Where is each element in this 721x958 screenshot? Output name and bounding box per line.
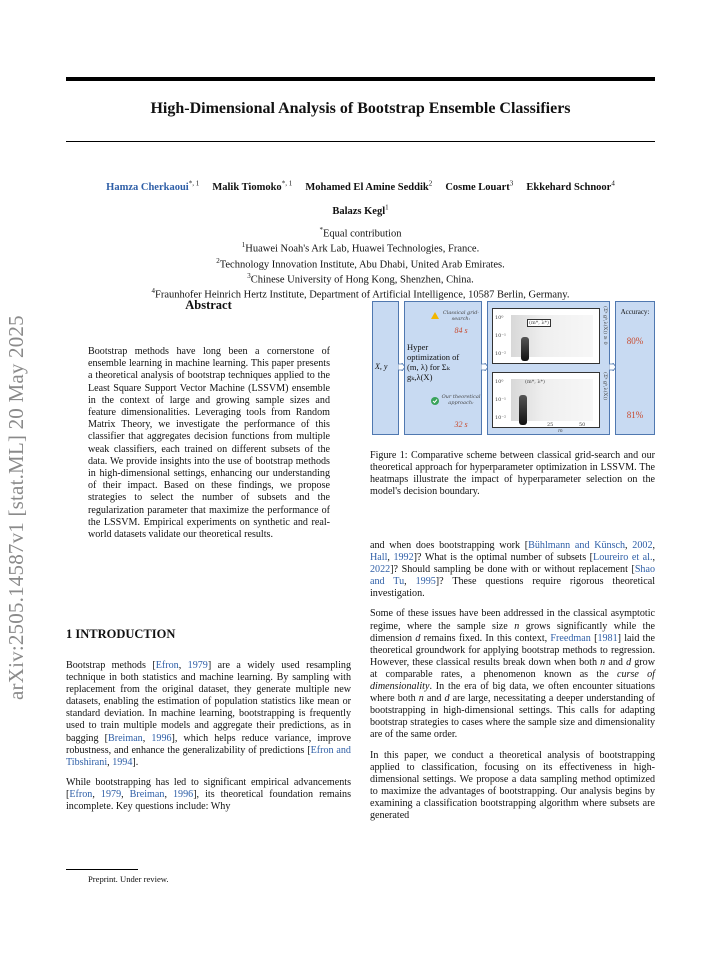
- text-run: Some of these issues have been addressed in the classical asymptotic regime, where the sample size: [370, 608, 655, 632]
- paragraph: [370, 540, 655, 600]
- text-run: ]? These questions require rigorous theoretical investigation.: [370, 576, 656, 600]
- citation-link[interactable]: 2002: [632, 540, 653, 551]
- emphasis: n: [418, 693, 424, 705]
- citation-link[interactable]: Loureiro et al.: [593, 552, 653, 564]
- text-run: and when does bootstrapping work [: [370, 540, 529, 551]
- side-label-top: (Σᵏ gᵏ,λ(X)) ≥ 0: [602, 306, 608, 345]
- y-tick: 10⁰: [495, 379, 504, 385]
- text-run: ,: [652, 552, 656, 564]
- text-run: . In the era of big data, we often encounter situations where both: [370, 681, 655, 705]
- author: Malik Tiomoko$^{*, 1}$: [212, 179, 293, 193]
- citation-link[interactable]: Breiman: [107, 732, 143, 744]
- heatmap-classical: [492, 308, 600, 364]
- text-run: ,: [164, 788, 173, 800]
- input-box: [372, 301, 399, 435]
- text-run: ,: [107, 756, 113, 768]
- abstract-body: Bootstrap methods have long been a cornerstone of ensemble learning in machine learning. This paper presents a theoretical analysis of bootstrap techniques applied to the Least Square Support Vector Machine (LSSVM) ensemble in the context of large and growing sample sizes and feature dimensionalities. Leveraging tools from Random Matrix Theory, we investigate the performance of this classifier that aggregates decision functions from multiple weak classifiers, each trained on different subsets of the data. We provide insights into the use of bootstrap methods in high-dimensional settings, enhancing our understanding of their impact. Based on these findings, we propose strategies to select the number of subsets and the regularization parameter that maximize the performance of the LSSVM. Empirical experiments on synthetic and real-world datasets validate our theoretical results.: [88, 346, 330, 541]
- paragraph: [66, 660, 351, 769]
- emphasis: d: [415, 632, 421, 644]
- emphasis: d: [626, 656, 632, 668]
- citation-link[interactable]: 1996: [151, 732, 172, 744]
- text-run: ]? Should sampling be done with or without replacement [: [390, 564, 635, 576]
- abstract-heading: Abstract: [185, 298, 232, 312]
- y-tick: 10⁻¹: [495, 333, 507, 339]
- citation-link[interactable]: Freedman: [550, 632, 591, 644]
- citation-link[interactable]: 1981: [597, 632, 618, 644]
- citation-link[interactable]: Bühlmann and Künsch: [528, 540, 626, 551]
- author: Cosme Louart$^3$: [445, 179, 514, 193]
- x-axis-label: m: [558, 428, 563, 434]
- author: Hamza Cherkaoui$^{*, 1}$: [106, 179, 200, 193]
- affiliation-line: $^4$Fraunhofer Heinrich Hertz Institute, Department of Artificial Intelligence, 10587 Berlin, Germany.: [151, 287, 570, 301]
- author: Ekkehard Schnoor$^4$: [526, 179, 615, 193]
- accuracy-title: Accuracy:: [620, 308, 650, 316]
- x-tick: 50: [579, 422, 586, 428]
- affiliation-line: $^3$Chinese University of Hong Kong, Shenzhen, China.: [247, 271, 474, 286]
- accuracy-classical: 80%: [626, 336, 644, 346]
- citation-link[interactable]: Efron and Tibshirani: [66, 744, 351, 768]
- footnote-rule: [66, 869, 138, 870]
- affiliation-line: $^2$Technology Innovation Institute, Abu Dhabi, United Arab Emirates.: [216, 256, 505, 271]
- citation-link[interactable]: 1979: [100, 788, 122, 800]
- check-icon: [431, 397, 439, 405]
- text-run: ], which helps reduce variance, improve robustness, and enhance the generalizability of predictions [: [66, 732, 352, 756]
- citation-link[interactable]: 2022: [370, 564, 391, 576]
- citation-link[interactable]: 1994: [112, 756, 133, 768]
- figure-caption: Figure 1: Comparative scheme between classical grid-search and our theoretical approach for hyperparameter optimization in LSSVM. The heatmaps illustrate the impact of hyperparameter selection on the model's decision boundary.: [370, 450, 655, 498]
- emphasis: n: [514, 620, 520, 632]
- affiliation-line: *Equal contribution: [319, 226, 402, 240]
- citation-link[interactable]: Efron: [69, 788, 93, 800]
- emphasis: d: [444, 693, 450, 705]
- text-run: While bootstrapping has led to significant empirical advancements [: [66, 776, 351, 800]
- citation-link[interactable]: Efron: [155, 660, 179, 671]
- theory-time: 32 s: [454, 420, 468, 429]
- text-run: ] are a widely used resampling technique in both statistics and machine learning. By sampling with replacement from the original dataset, they generate multiple new datasets, enabling the estimation of population statistics like mean or standard deviation. In machine learning, bootstrapping is frequently used to train multiple models and aggregate their predictions, as in bagging [: [66, 660, 352, 744]
- text-run: ].: [132, 756, 139, 768]
- citation-link[interactable]: 1979: [187, 660, 208, 671]
- paragraph: [370, 608, 655, 741]
- text-run: ], its theoretical foundation remains incomplete. Key questions include: Why: [66, 788, 352, 813]
- x-tick: 25: [547, 422, 554, 428]
- text-run: In this paper, we conduct a theoretical analysis of bootstrapping applied to classification, focusing on its effectiveness in high-dimensional settings. We propose a data sampling method optimized to maximize the advantages of bootstrapping. Our analysis begins by examining a classification bootstrapping algorithm where subsets are generated: [370, 749, 655, 821]
- title-top-rule: [66, 77, 655, 81]
- citation-link[interactable]: 1992: [393, 552, 414, 564]
- text-run: ,: [404, 576, 416, 588]
- input-label: X, y: [375, 362, 388, 371]
- footnote: Preprint. Under review.: [88, 874, 169, 884]
- text-run: ] laid the theoretical groundwork for applying bootstrap methods to regression. However, these classical results break down when both: [370, 632, 655, 668]
- paragraph: [370, 750, 655, 823]
- right-column-text: [370, 540, 655, 830]
- citation-link[interactable]: Shao and Tu: [370, 564, 655, 588]
- text-run: ,: [625, 540, 633, 551]
- author: Mohamed El Amine Seddik$^2$: [305, 179, 433, 193]
- text-run: ,: [142, 732, 152, 744]
- emphasis: n: [600, 656, 606, 668]
- side-label-bottom: (Σᵏ gᵏ,λ(X)): [602, 372, 608, 401]
- hyper-optimization-box: [404, 301, 482, 435]
- text-run: and: [605, 656, 627, 668]
- paper-title: High-Dimensional Analysis of Bootstrap Ensemble Classifiers: [150, 100, 571, 117]
- optimum-annotation: (m*, λ*): [525, 379, 545, 385]
- text-run: ,: [121, 788, 130, 800]
- text-run: ,: [652, 540, 656, 551]
- theory-label: Our theoretical approach:: [441, 394, 481, 406]
- heatmap-optimum: [521, 337, 529, 361]
- text-run: [: [590, 632, 598, 644]
- classical-time: 84 s: [454, 326, 468, 335]
- hyper-label: Hyper optimization of (m, λ) for Σₖ gₖ,λ(X): [407, 342, 460, 382]
- affiliations: [66, 225, 655, 301]
- accuracy-box: [615, 301, 655, 435]
- text-run: ]? What is the optimal number of subsets [: [413, 552, 594, 564]
- author: Balazs Kegl$^1$: [332, 203, 389, 217]
- citation-link[interactable]: 1995: [415, 576, 436, 588]
- y-tick: 10⁻²: [495, 351, 507, 357]
- heatmap-theoretical: [492, 372, 600, 428]
- accuracy-theoretical: 81%: [626, 410, 644, 420]
- text-run: grow at comparable rates, a phenomenon known as the: [370, 656, 655, 680]
- section-heading: 1 INTRODUCTION: [66, 627, 176, 641]
- text-run: Bootstrap methods [: [66, 660, 156, 671]
- text-run: grows significantly while the dimension: [370, 620, 656, 644]
- optimum-annotation: (m*, λ*): [529, 320, 549, 326]
- paragraph: [66, 777, 351, 813]
- heatmap-optimum: [519, 395, 527, 425]
- text-run: and: [423, 693, 445, 705]
- left-column-text: [66, 660, 351, 821]
- text-run: are large, necessitating a deeper understanding of bootstrapping in high-dimensional settings. This calls for adapting bootstrap strategies to cases where the sample size and dimensionality are of the same order.: [370, 693, 655, 741]
- figure-1: [372, 301, 655, 435]
- text-run: ,: [92, 788, 101, 800]
- y-tick: 10⁰: [495, 315, 504, 321]
- title-bottom-rule: [66, 141, 655, 142]
- citation-link[interactable]: Hall: [370, 552, 388, 564]
- heatmaps-box: [487, 301, 610, 435]
- text-run: ,: [387, 552, 394, 564]
- text-run: ,: [178, 660, 188, 671]
- text-run: remains fixed. In this context,: [420, 632, 551, 644]
- citation-link[interactable]: Breiman: [129, 788, 165, 800]
- citation-link[interactable]: 1996: [173, 788, 194, 800]
- warning-icon: [431, 312, 439, 319]
- arxiv-stamp: arXiv:2505.14587v1 [stat.ML] 20 May 2025: [4, 315, 28, 700]
- classical-label: Classical grid-search:: [442, 310, 480, 322]
- author-list: [66, 173, 655, 222]
- y-tick: 10⁻²: [495, 415, 507, 421]
- emphasis: curse of dimensionality: [370, 668, 655, 693]
- affiliation-line: $^1$Huawei Noah's Ark Lab, Huawei Technologies, France.: [241, 241, 480, 255]
- y-tick: 10⁻¹: [495, 397, 507, 403]
